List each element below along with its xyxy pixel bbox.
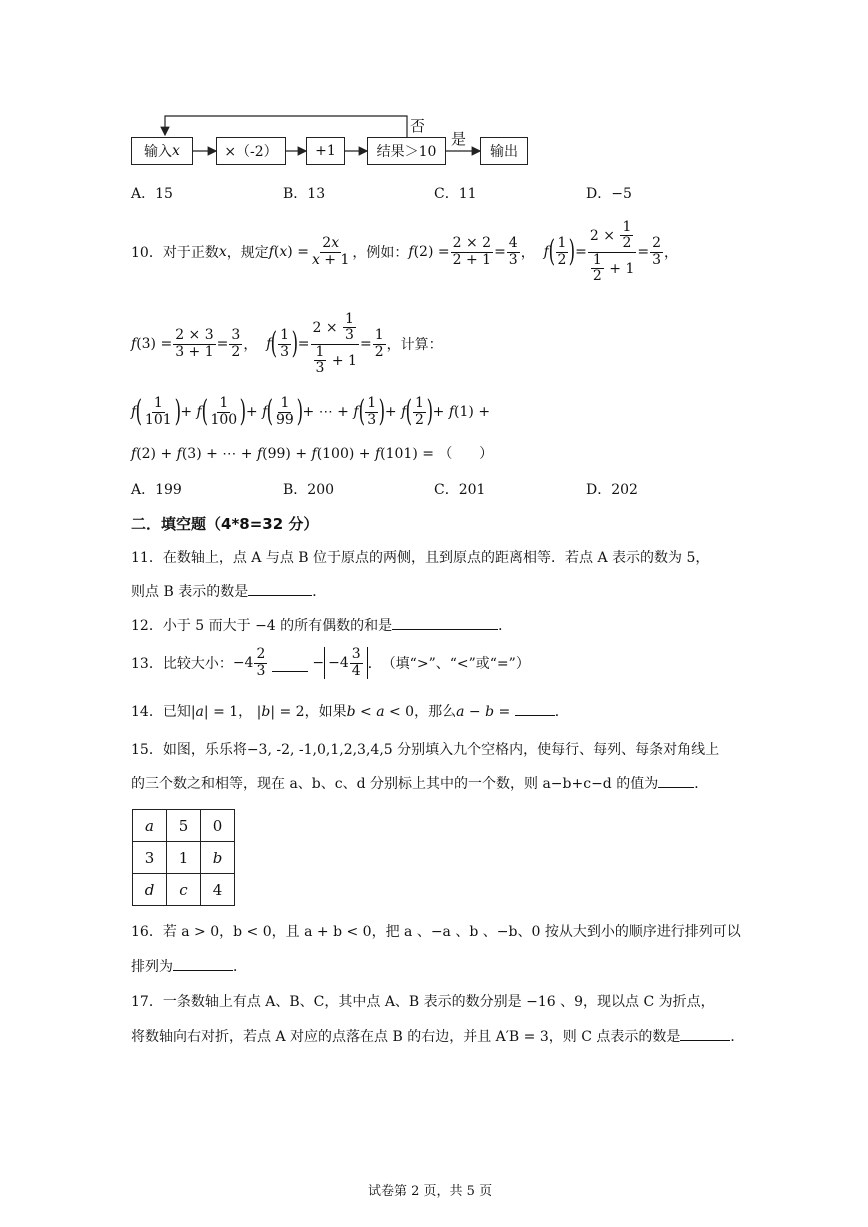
q17-line2: 将数轴向右对折，若点 A 对应的点落在点 B 的右边，并且 A′B = 3，则 C 点表示的数是 ． bbox=[131, 1026, 744, 1046]
grid-cell: 4 bbox=[201, 874, 235, 906]
q9-option-d: D．−5 bbox=[586, 186, 632, 202]
flow-no-label: 否 bbox=[410, 117, 426, 135]
q10-var: x bbox=[218, 244, 227, 260]
q10-option-a: A．199 bbox=[131, 482, 182, 498]
q10-option-c: C．201 bbox=[434, 482, 486, 498]
q10-line1: 10．对于正数 x ，规定 f ( x ) = $\frac{2x}{x + 1}$ ，例如： f (2) = $\frac{2 \times 2}{2 + 1}$ = $\frac{4}{3}$ ， f ( $\frac{1}{2}$ ) = 2 × $\frac{1}{2}$ $\frac{1}{2}$ + 1 = $\frac{2}{3}$ ， bbox=[131, 218, 679, 284]
q10-sum-line1: f ( $\frac{1}{101}$ ) + f ( $\frac{1}{100}$ ) + f ( $\frac{1}{99}$ ) + ⋯ + f ( $\frac{1}{3}$ ) + f ( $\frac{1}{2}$ ) + f (1) + bbox=[131, 394, 491, 429]
grid-cell: 5 bbox=[167, 810, 201, 842]
flow-box-output bbox=[480, 137, 528, 165]
q9-option-c: C．11 bbox=[434, 186, 477, 202]
q14-line: 14．已知|a| = 1， |b| = 2，如果b < a < 0，那么a − b = ． bbox=[131, 701, 569, 721]
grid-cell: 0 bbox=[201, 810, 235, 842]
flow-box-condition bbox=[367, 137, 446, 165]
grid-cell: b bbox=[201, 842, 235, 874]
flowchart-arrows bbox=[0, 0, 868, 200]
grid-cell: 1 bbox=[167, 842, 201, 874]
q10-option-b: B．200 bbox=[283, 482, 335, 498]
q10-line2: f (3) = $\frac{2 \times 3}{3 + 1}$ = $\frac{3}{2}$ ， f ( $\frac{1}{3}$ ) = 2 × $\frac{1}{3}$ $\frac{1}{3}$ + 1 = $\frac{1}{2}$ ，计算： bbox=[131, 310, 443, 376]
q15-line2-text: 的三个数之和相等，现在 a、b、c、d 分别标上其中的一个数，则 a−b+c−d 的值为 bbox=[131, 776, 659, 792]
flow-input-label: 输入 bbox=[144, 144, 173, 160]
q11-line2-text: 则点 B 表示的数是 bbox=[131, 584, 249, 600]
flow-box-add bbox=[306, 137, 345, 165]
flow-output-label: 输出 bbox=[490, 144, 518, 160]
flow-box-input bbox=[131, 137, 193, 165]
q10-rule: ，规定 bbox=[226, 245, 269, 261]
flow-input-var: x bbox=[172, 143, 180, 159]
q15-line1: 15．如图，乐乐将−3, -2, -1,0,1,2,3,4,5 分别填入九个空格内，使每行、每列、每条对角线上 bbox=[131, 742, 720, 758]
flow-multiply-label: ×（-2） bbox=[224, 144, 278, 160]
q13-hint: （填“>”、“<”或“=”） bbox=[381, 656, 530, 672]
grid-cell: 3 bbox=[133, 842, 167, 874]
grid-cell: a bbox=[133, 810, 167, 842]
flow-box-multiply bbox=[216, 137, 286, 165]
q14-cond: ，如果 bbox=[304, 704, 347, 720]
q15-magic-square bbox=[132, 809, 235, 906]
grid-cell: d bbox=[133, 874, 167, 906]
q16-line1: 16．若 a > 0，b < 0，且 a + b < 0，把 a 、−a 、b 、−b、0 按从大到小的顺序进行排列可以 bbox=[131, 924, 741, 940]
q12-text: 12．小于 5 而大于 −4 的所有偶数的和是 bbox=[131, 618, 393, 634]
q9-option-b: B．13 bbox=[283, 186, 326, 202]
q10-intro: 10．对于正数 bbox=[131, 245, 219, 261]
q10-calc: ，计算： bbox=[386, 337, 443, 353]
q10-option-d: D．202 bbox=[586, 482, 638, 498]
q14-mid: ， bbox=[238, 704, 253, 720]
q15-line2: 的三个数之和相等，现在 a、b、c、d 分别标上其中的一个数，则 a−b+c−d 的值为 ． bbox=[131, 773, 708, 793]
q10-sum-line2: f(2) + f(3) + ⋯ + f(99) + f(100) + f(101) = （ ） bbox=[131, 446, 494, 462]
q17-line1: 17．一条数轴上有点 A、B、C，其中点 A、B 表示的数分别是 −16 、9，现以点 C 为折点， bbox=[131, 994, 715, 1010]
q16-line2-text: 排列为 bbox=[131, 959, 173, 975]
q11-line1: 11．在数轴上，点 A 与点 B 位于原点的两侧，且到原点的距离相等．若点 A 表示的数为 5， bbox=[131, 550, 710, 566]
flow-condition-label: 结果＞10 bbox=[376, 144, 437, 160]
q9-option-a: A．15 bbox=[131, 186, 173, 202]
grid-cell: c bbox=[167, 874, 201, 906]
q11-line2: 则点 B 表示的数是 ． bbox=[131, 581, 326, 601]
q14-prefix: 14．已知 bbox=[131, 704, 191, 720]
page-footer: 试卷第 2 页，共 5 页 bbox=[368, 1184, 493, 1199]
q16-line2: 排列为 ． bbox=[131, 956, 247, 976]
flow-yes-label: 是 bbox=[451, 130, 467, 148]
section-2-title: 二．填空题（4*8=32 分） bbox=[131, 515, 319, 533]
q12-line: 12．小于 5 而大于 −4 的所有偶数的和是 ． bbox=[131, 615, 512, 635]
q14-then: ，那么 bbox=[414, 704, 457, 720]
q17-line2-text: 将数轴向右对折，若点 A 对应的点落在点 B 的右边，并且 A′B = 3，则 C 点表示的数是 bbox=[131, 1029, 681, 1045]
q13-prefix: 13．比较大小： bbox=[131, 656, 233, 672]
flow-add-label: +1 bbox=[315, 143, 336, 159]
q13-line: 13．比较大小： −4 $\frac{2}{3}$ − −4 $\frac{3}{4}$ ． （填“>”、“<”或“=”） bbox=[131, 646, 530, 679]
q10-example: ，例如： bbox=[352, 245, 409, 261]
